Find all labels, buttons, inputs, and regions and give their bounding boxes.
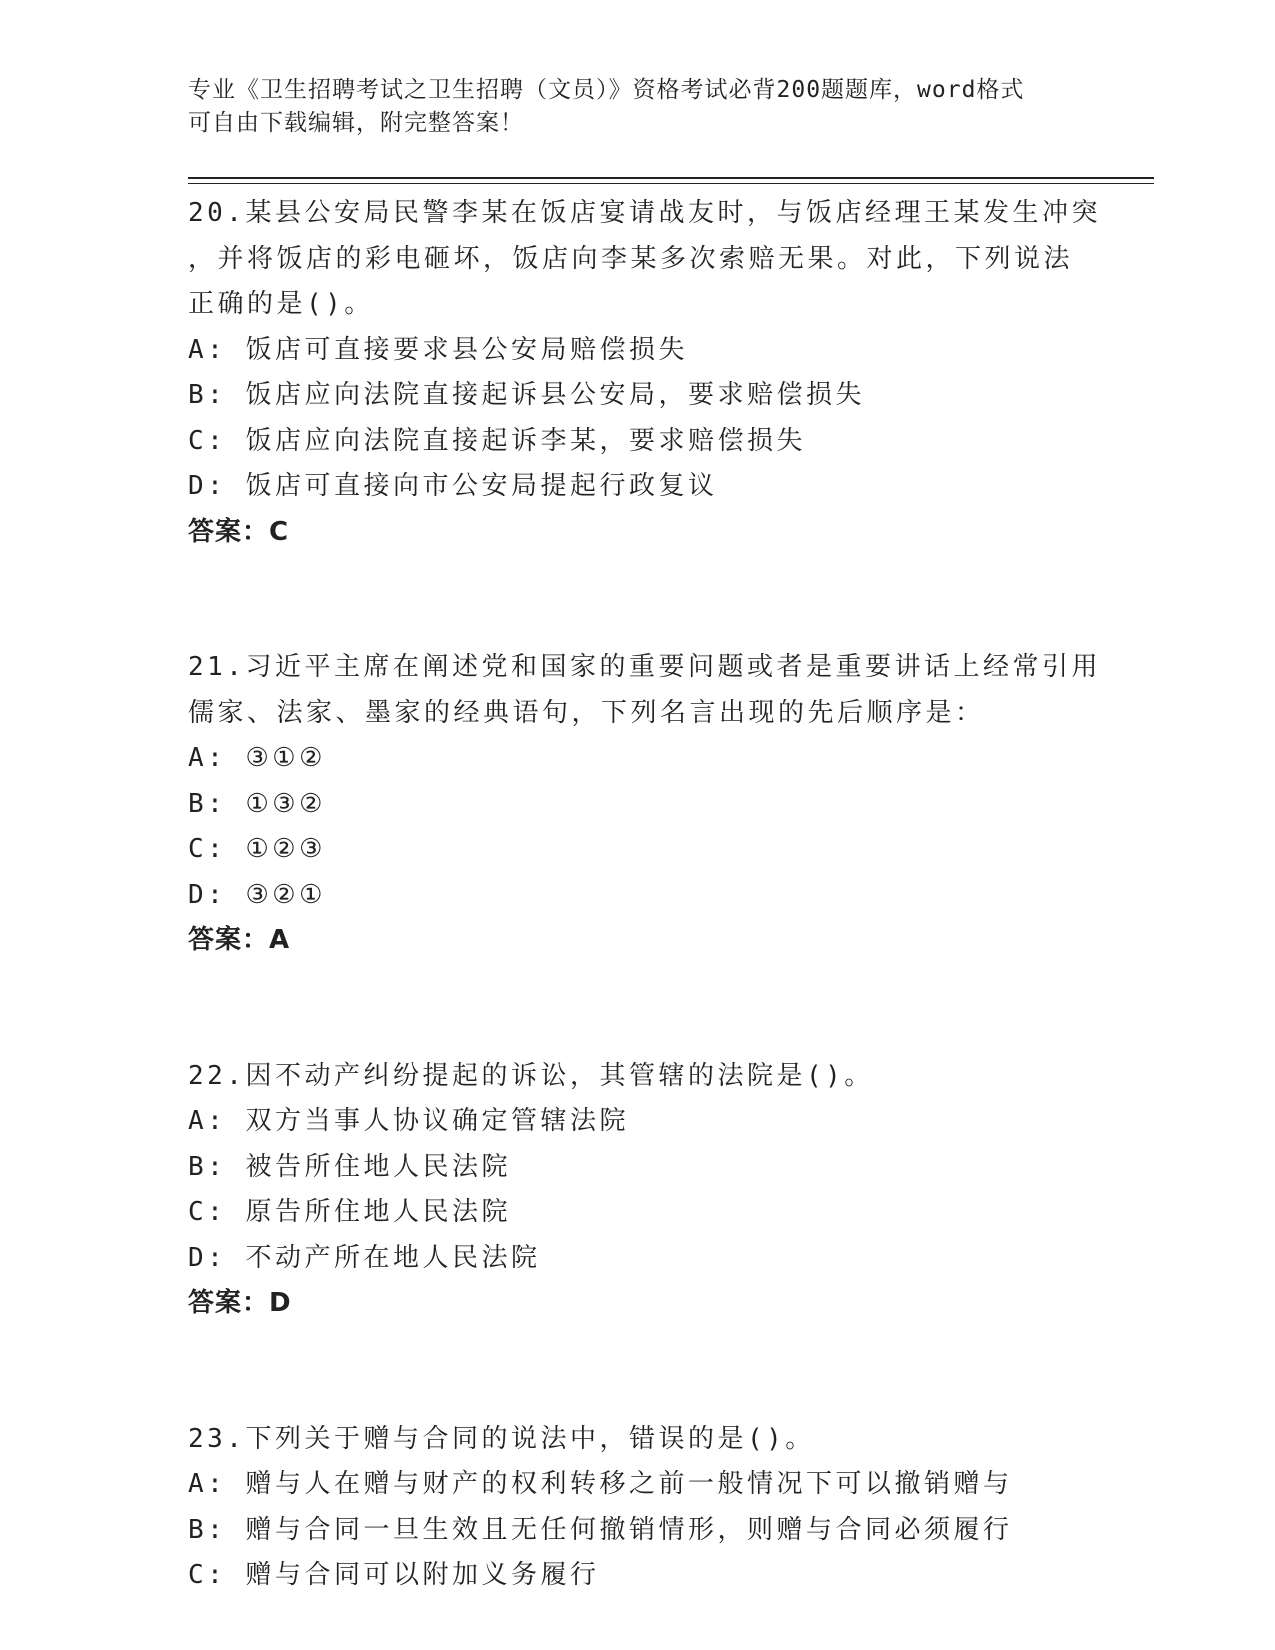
- option-c: C: 原告所住地人民法院: [188, 1197, 511, 1227]
- header-line-2: 可自由下载编辑，附完整答案！: [188, 110, 524, 136]
- option-b: B: 被告所住地人民法院: [188, 1151, 511, 1182]
- question-text-line: 20.某县公安局民警李某在饭店宴请战友时，与饭店经理王某发生冲突: [188, 198, 1101, 228]
- question-text-line: 正确的是()。: [188, 289, 374, 319]
- option-d: D: ③②①: [188, 879, 326, 910]
- option-c: C: 饭店应向法院直接起诉李某，要求赔偿损失: [188, 425, 806, 456]
- question-21: [188, 645, 1101, 964]
- option-a: A: 赠与人在赠与财产的权利转移之前一般情况下可以撤销赠与: [188, 1469, 1013, 1499]
- question-text-line: 22.因不动产纠纷提起的诉讼，其管辖的法院是()。: [188, 1060, 874, 1091]
- document-header: [188, 74, 1068, 140]
- question-text-line: 23.下列关于赠与合同的说法中，错误的是()。: [188, 1423, 815, 1454]
- question-text-line: ，并将饭店的彩电砸坏，饭店向李某多次索赔无果。对此，下列说法: [188, 243, 1074, 274]
- header-rule-thick: [188, 177, 1154, 179]
- question-text-line: 儒家、法家、墨家的经典语句，下列名言出现的先后顺序是：: [188, 697, 985, 728]
- answer-label: 答案：C: [188, 516, 290, 547]
- option-b: B: ①③②: [188, 788, 326, 819]
- header-rule-thin: [188, 183, 1154, 184]
- option-d: D: 不动产所在地人民法院: [188, 1242, 541, 1273]
- option-c: C: 赠与合同可以附加义务履行: [188, 1560, 600, 1590]
- question-23: [188, 1417, 1088, 1599]
- option-c: C: ①②③: [188, 834, 326, 864]
- option-b: B: 赠与合同一旦生效且无任何撤销情形，则赠与合同必须履行: [188, 1514, 1013, 1545]
- header-line-1: 专业《卫生招聘考试之卫生招聘（文员）》资格考试必背200题题库，word格式: [188, 77, 1025, 103]
- answer-label: 答案：A: [188, 925, 291, 955]
- option-a: A: 双方当事人协议确定管辖法院: [188, 1106, 629, 1136]
- answer-label: 答案：D: [188, 1288, 292, 1318]
- question-text-line: 21.习近平主席在阐述党和国家的重要问题或者是重要讲话上经常引用: [188, 652, 1101, 682]
- question-list: [188, 191, 1101, 1599]
- option-a: A: ③①②: [188, 743, 326, 773]
- option-b: B: 饭店应向法院直接起诉县公安局，要求赔偿损失: [188, 380, 865, 410]
- question-22: [188, 1054, 1088, 1327]
- question-20: [188, 191, 1101, 555]
- option-a: A: 饭店可直接要求县公安局赔偿损失: [188, 334, 688, 365]
- option-d: D: 饭店可直接向市公安局提起行政复议: [188, 471, 718, 501]
